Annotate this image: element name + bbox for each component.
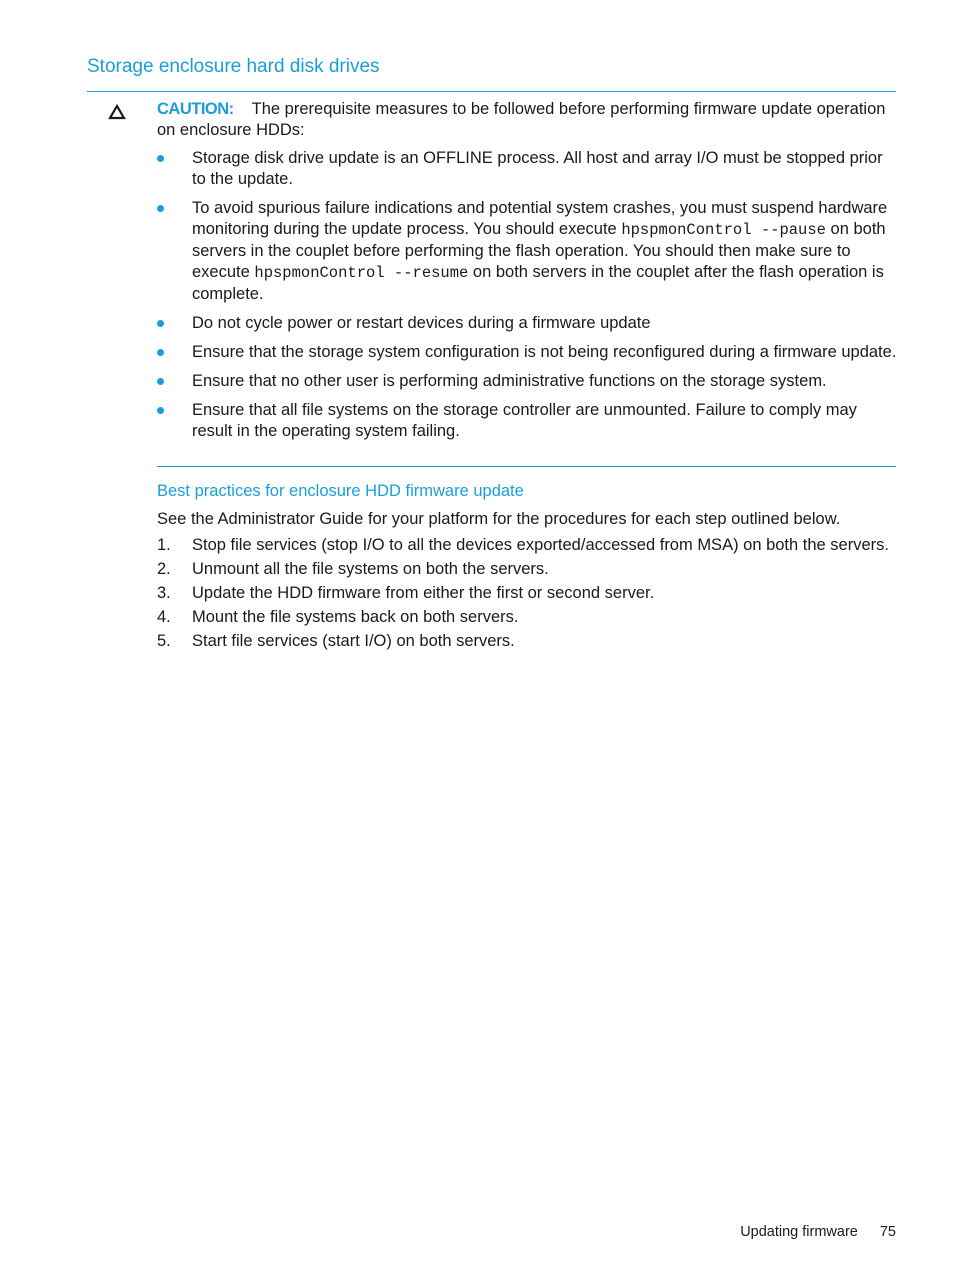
bullet-icon <box>157 320 164 327</box>
step-item <box>157 631 897 652</box>
caution-intro <box>157 99 897 141</box>
list-item <box>157 198 897 305</box>
bullet-icon <box>157 378 164 385</box>
caution-intro-text: The prerequisite measures to be followed before performing firmware update operation on enclosure HDDs: <box>157 100 886 139</box>
section-title: Storage enclosure hard disk drives <box>87 56 380 77</box>
caution-box <box>157 99 897 450</box>
step-item <box>157 535 897 556</box>
steps-list <box>157 535 897 655</box>
list-item <box>157 371 897 392</box>
list-item <box>157 400 897 442</box>
step-number: 3. <box>157 584 171 602</box>
page-footer <box>740 1222 896 1243</box>
step-number: 5. <box>157 632 171 650</box>
step-text: Unmount all the file systems on both the servers. <box>192 560 549 578</box>
list-item-text: Ensure that all file systems on the storage controller are unmounted. Failure to comply may result in the operating system failing. <box>192 401 857 440</box>
step-item <box>157 583 897 604</box>
bullet-icon <box>157 407 164 414</box>
caution-label: CAUTION: <box>157 100 234 118</box>
list-item <box>157 148 897 190</box>
step-item <box>157 559 897 580</box>
caution-triangle-icon <box>108 104 126 120</box>
list-item-text: To avoid spurious failure indications and potential system crashes, you must suspend hardware monitoring during the update process. You should execute <box>192 199 888 238</box>
step-text: Mount the file systems back on both servers. <box>192 608 519 626</box>
list-item-text: Storage disk drive update is an OFFLINE process. All host and array I/O must be stopped prior to the update. <box>192 149 883 188</box>
step-text: Start file services (start I/O) on both servers. <box>192 632 515 650</box>
top-divider <box>87 91 896 92</box>
list-item-text: Ensure that the storage system configuration is not being reconfigured during a firmware update. <box>192 343 897 361</box>
command-resume: hpspmonControl --resume <box>254 264 469 282</box>
list-item-text: Ensure that no other user is performing administrative functions on the storage system. <box>192 372 827 390</box>
page-number: 75 <box>879 1224 896 1240</box>
step-text: Update the HDD firmware from either the first or second server. <box>192 584 655 602</box>
list-item-text: on both servers in the couplet after the flash operation is complete. <box>192 263 884 303</box>
list-item-text: on both servers in the couplet before performing the flash operation. You should then make sure to execute <box>192 220 886 281</box>
step-text: Stop file services (stop I/O to all the devices exported/accessed from MSA) on both the servers. <box>192 536 889 554</box>
command-pause: hpspmonControl --pause <box>621 221 826 239</box>
step-number: 2. <box>157 560 171 578</box>
step-number: 4. <box>157 608 171 626</box>
intro-paragraph: See the Administrator Guide for your platform for the procedures for each step outlined below. <box>157 510 841 528</box>
bullet-icon <box>157 205 164 212</box>
caution-bottom-divider <box>157 466 896 467</box>
footer-chapter: Updating firmware <box>740 1224 858 1240</box>
bullet-icon <box>157 155 164 162</box>
bullet-icon <box>157 349 164 356</box>
list-item <box>157 342 897 363</box>
caution-list <box>157 148 897 442</box>
subsection-title: Best practices for enclosure HDD firmware update <box>157 482 524 500</box>
list-item <box>157 313 897 334</box>
step-number: 1. <box>157 536 171 554</box>
step-item <box>157 607 897 628</box>
list-item-text: Do not cycle power or restart devices during a firmware update <box>192 314 651 332</box>
